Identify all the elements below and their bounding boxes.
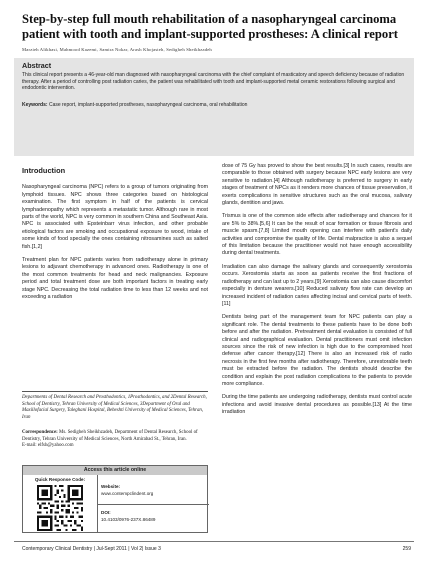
doi-link[interactable]: 10.4103/0976-237X.86489 bbox=[101, 517, 156, 522]
keywords-line bbox=[22, 102, 408, 108]
footer-journal-info: Contemporary Clinical Dentistry | Jul-Sept 2011 | Vol 2| Issue 3 bbox=[22, 546, 161, 552]
qr-code-label: Quick Response Code: bbox=[34, 477, 86, 482]
correspondence-email: E-mail: elfsh@yahoo.com bbox=[22, 443, 74, 449]
website-link[interactable]: www.contempclindent.org bbox=[101, 491, 154, 496]
author-list: Marzieh Alikhasi, Mahmood Kazemi, Samira Nokar, Arash Khojasteh, Sedigheh Sheikhzadeh bbox=[22, 47, 212, 52]
qr-code-icon[interactable] bbox=[37, 485, 83, 531]
affiliation-divider bbox=[22, 391, 208, 392]
page-number: 259 bbox=[402, 546, 411, 552]
affiliations: Departments of Dental Research and Prosthodontics, 1Prosthodontics, and 2Dental Research, School of Dentistry, Tehran University of Medical Sciences, 3Department of Oral and Maxillofacial Surgery, Taleghani Hospital, Beheshti University of Medical Sciences, Tehran, Iran bbox=[22, 395, 207, 420]
footer-divider bbox=[14, 541, 414, 542]
access-box-title: Access this article online bbox=[23, 466, 207, 475]
left-column bbox=[22, 163, 208, 308]
abstract-text: This clinical report presents a 46-year-old man diagnosed with nasopharyngeal carcinoma with the chief complaint of masticatory and speech deficiency because of radiation therapy. After a period of controlling post radiation caries, the patient was rehabilitated with tooth and implant-supported metal ceramic restorations following surgical and endodontic intervention. bbox=[22, 72, 405, 92]
correspondence-text: Ms. Sedigheh Sheikhzadeh, Department of Dental Research, School of Dentistry, Tehran University of Medical Sciences, North Amirabad St., Tehran, Iran. bbox=[22, 430, 198, 442]
body-paragraph: During the time patients are undergoing radiotherapy, dentists must control acute infections and avoid invasive dental procedures as possible.[13] At the time irradiation bbox=[222, 394, 412, 416]
body-paragraph: Trismus is one of the common side effects after radiotherapy and chances for it are 5% to 38%.[5,6] It can be the result of scar formation or tissue fibrosis and muscle spasm.[7,8] Limited mouth opening can interfere with patient's daily activities and compromise the quality of life. Dental malpractice is also a sequel of this limitation because the practitioner would not have enough accessibility during dental treatments. bbox=[222, 213, 412, 257]
body-paragraph: Irradiation can also damage the salivary glands and consequently xerostomia occurs. Xerostomia starts as soon as patients receive the first fractions of radiotherapy and can last up to 2 years.[9] Xerostomia can also cause discomfort especially in denture wearers.[10] Reduced salivary flow rate can develop an increased incident of radiation caries affecting incisal and cervical parts of teeth.[11] bbox=[222, 263, 412, 307]
body-paragraph: Nasopharyngeal carcinoma (NPC) refers to a group of tumors originating from lymphoid tissues. NPC shows three categories based on histological examination. The first symptom in half of the patients is cervical lymphadenopathy which represents a metastatic tumor. Although rare in most parts of the world, NPC is very common in southern China and Southeast Asia. NPC is associated with Epsteinbarr virus infection, and other probable etiological factors are smoking and occupational exposure to wood, intake of some kinds of food specially the ones containing nitrosamines such as salted fish.[1,2] bbox=[22, 184, 208, 250]
keywords-label: Keywords: bbox=[22, 102, 48, 108]
body-paragraph: dose of 75 Gy has proved to show the best results.[3] In such cases, results are comparable to those obtained with surgery because NPC early lesions are very sensitive to radiation.[4] Although radiotherapy is preferred to surgery in early stages of treatment of NPCs as it renders more chances of tissue preservation, it exerts complications in sensitive structures such as the oral mucosa, salivary glands, dentition and jaws. bbox=[222, 163, 412, 207]
keywords-text: Case report, implant-supported prostheses, nasopharyngeal carcinoma, oral rehabilitation bbox=[48, 102, 248, 108]
doi-label: DOI: bbox=[101, 510, 111, 515]
correspondence bbox=[22, 430, 208, 450]
access-online-box bbox=[22, 465, 208, 533]
abstract-box bbox=[14, 58, 414, 156]
article-title: Step-by-step full mouth rehabilitation of a nasopharyngeal carcinoma patient with tooth and implant-supported prostheses: A clinical report bbox=[22, 12, 398, 41]
correspondence-label: Correspondence: bbox=[22, 430, 58, 435]
website-label: Website: bbox=[101, 484, 121, 489]
introduction-heading: Introduction bbox=[22, 166, 66, 175]
body-paragraph: Treatment plan for NPC patients varies from radiotherapy alone in primary lesions to adjuvant chemotherapy in advanced ones. Radiotherapy is one of the most common treatments for head and neck malignancies. Exposure period and total treatment dose are both important factors in treating early stage NPC. Decreasing the total radiation time to less than 12 weeks and not exceeding a radiation bbox=[22, 257, 208, 301]
access-box-divider bbox=[97, 504, 209, 505]
abstract-heading: Abstract bbox=[22, 61, 52, 70]
right-column bbox=[222, 163, 412, 423]
body-paragraph: Dentists being part of the management team for NPC patients can play a significant role. The dental treatments to these patients have to be done both before and after the radiation. Pretreatment dental evaluation is consisted of full clinical and radiographical evaluation. Dental practitioners must omit infection sources since the risk of new infection is high due to the compromised host defense after cancer therapy.[12] There is also an increased risk of radio necrosis in the first few months after radiotherapy. Therefore, unrestorable teeth must be extracted before the radiation. The dentists should describe the condition and explain the post radiation complications to the patients to provide more compliance. bbox=[222, 314, 412, 387]
